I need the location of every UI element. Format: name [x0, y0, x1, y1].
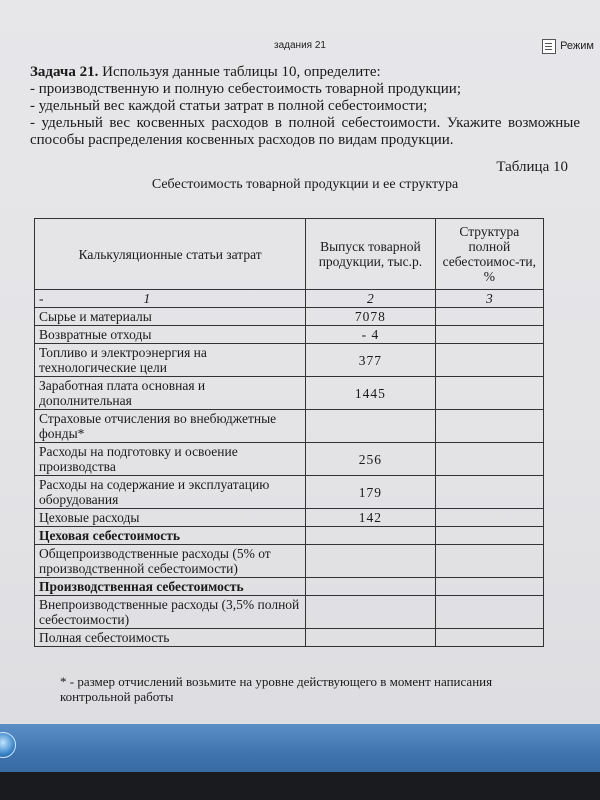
- table-row: [35, 578, 544, 596]
- footnote: * - размер отчислений возьмите на уровне действующего в момент написания контрольной работы: [60, 674, 493, 704]
- structure-value: [435, 410, 543, 443]
- output-value: - 4: [306, 326, 435, 344]
- table-row: [35, 344, 544, 377]
- table-row: [35, 509, 544, 527]
- structure-value: [435, 545, 543, 578]
- structure-value: [435, 596, 543, 629]
- output-value: [306, 596, 435, 629]
- header-output: Выпуск товарной продукции, тыс.р.: [306, 219, 435, 290]
- structure-value: [435, 578, 543, 596]
- output-value: 7078: [306, 308, 435, 326]
- output-value: 142: [306, 509, 435, 527]
- structure-value: [435, 377, 543, 410]
- structure-value: [435, 443, 543, 476]
- task-item: - удельный вес каждой статьи затрат в полной себестоимости;: [30, 98, 428, 114]
- column-number-row: [35, 290, 544, 308]
- table-row: [35, 476, 544, 509]
- structure-value: [435, 476, 543, 509]
- reading-mode-button[interactable]: [538, 36, 600, 56]
- table-number: Таблица 10: [496, 159, 568, 175]
- column-number: 3: [435, 290, 543, 308]
- table-row: [35, 377, 544, 410]
- cost-item-label: Цеховые расходы: [35, 509, 306, 527]
- output-value: [306, 629, 435, 647]
- reading-mode-label: Режим: [560, 40, 594, 52]
- task-heading: Задача 21.: [30, 64, 99, 80]
- cost-item-label: Сырье и материалы: [35, 308, 306, 326]
- cost-item-label: Страховые отчисления во внебюджетные фонды*: [35, 410, 306, 443]
- table-row: [35, 410, 544, 443]
- cost-item-label: Заработная плата основная и дополнительная: [35, 377, 306, 410]
- output-value: [306, 545, 435, 578]
- task-intro: Используя данные таблицы 10, определите:: [102, 64, 381, 80]
- cost-item-label: Цеховая себестоимость: [35, 527, 306, 545]
- structure-value: [435, 344, 543, 377]
- cost-item-label: Топливо и электроэнергия на технологические цели: [35, 344, 306, 377]
- output-value: 1445: [306, 377, 435, 410]
- structure-value: [435, 629, 543, 647]
- monitor-bezel: [0, 772, 600, 800]
- column-number: - 1: [35, 290, 306, 308]
- task-item: - удельный вес косвенных расходов в полной себестоимости. Укажите возможные способы распределения косвенных расходов по видам продукции.: [30, 115, 580, 148]
- cost-item-label: Расходы на содержание и эксплуатацию оборудования: [35, 476, 306, 509]
- cost-item-label: Полная себестоимость: [35, 629, 306, 647]
- table-header-row: [35, 219, 544, 290]
- structure-value: [435, 308, 543, 326]
- output-value: 256: [306, 443, 435, 476]
- output-value: [306, 578, 435, 596]
- start-button-icon[interactable]: [0, 732, 16, 758]
- table-row: [35, 527, 544, 545]
- cost-item-label: Возвратные отходы: [35, 326, 306, 344]
- output-value: [306, 527, 435, 545]
- header-cost-items: Калькуляционные статьи затрат: [35, 219, 306, 290]
- output-value: [306, 410, 435, 443]
- task-statement: [30, 64, 580, 149]
- table-row: [35, 308, 544, 326]
- cost-item-label: Производственная себестоимость: [35, 578, 306, 596]
- cost-item-label: Внепроизводственные расходы (3,5% полной себестоимости): [35, 596, 306, 629]
- column-number: 2: [306, 290, 435, 308]
- table-title: Себестоимость товарной продукции и ее структура: [151, 177, 459, 192]
- structure-value: [435, 527, 543, 545]
- cost-item-label: Общепроизводственные расходы (5% от производственной себестоимости): [35, 545, 306, 578]
- output-value: 377: [306, 344, 435, 377]
- table-row: [35, 326, 544, 344]
- table-row: [35, 629, 544, 647]
- document-icon: [542, 39, 556, 54]
- header-structure: Структура полной себестоимос-ти, %: [435, 219, 543, 290]
- cost-item-label: Расходы на подготовку и освоение производства: [35, 443, 306, 476]
- table-row: [35, 596, 544, 629]
- document-page: [30, 64, 580, 193]
- task-item: - производственную и полную себестоимость товарной продукции;: [30, 81, 462, 97]
- table-row: [35, 443, 544, 476]
- structure-value: [435, 326, 543, 344]
- cost-table: [34, 218, 544, 647]
- output-value: 179: [306, 476, 435, 509]
- structure-value: [435, 509, 543, 527]
- table-row: [35, 545, 544, 578]
- window-title: задания 21: [274, 40, 326, 51]
